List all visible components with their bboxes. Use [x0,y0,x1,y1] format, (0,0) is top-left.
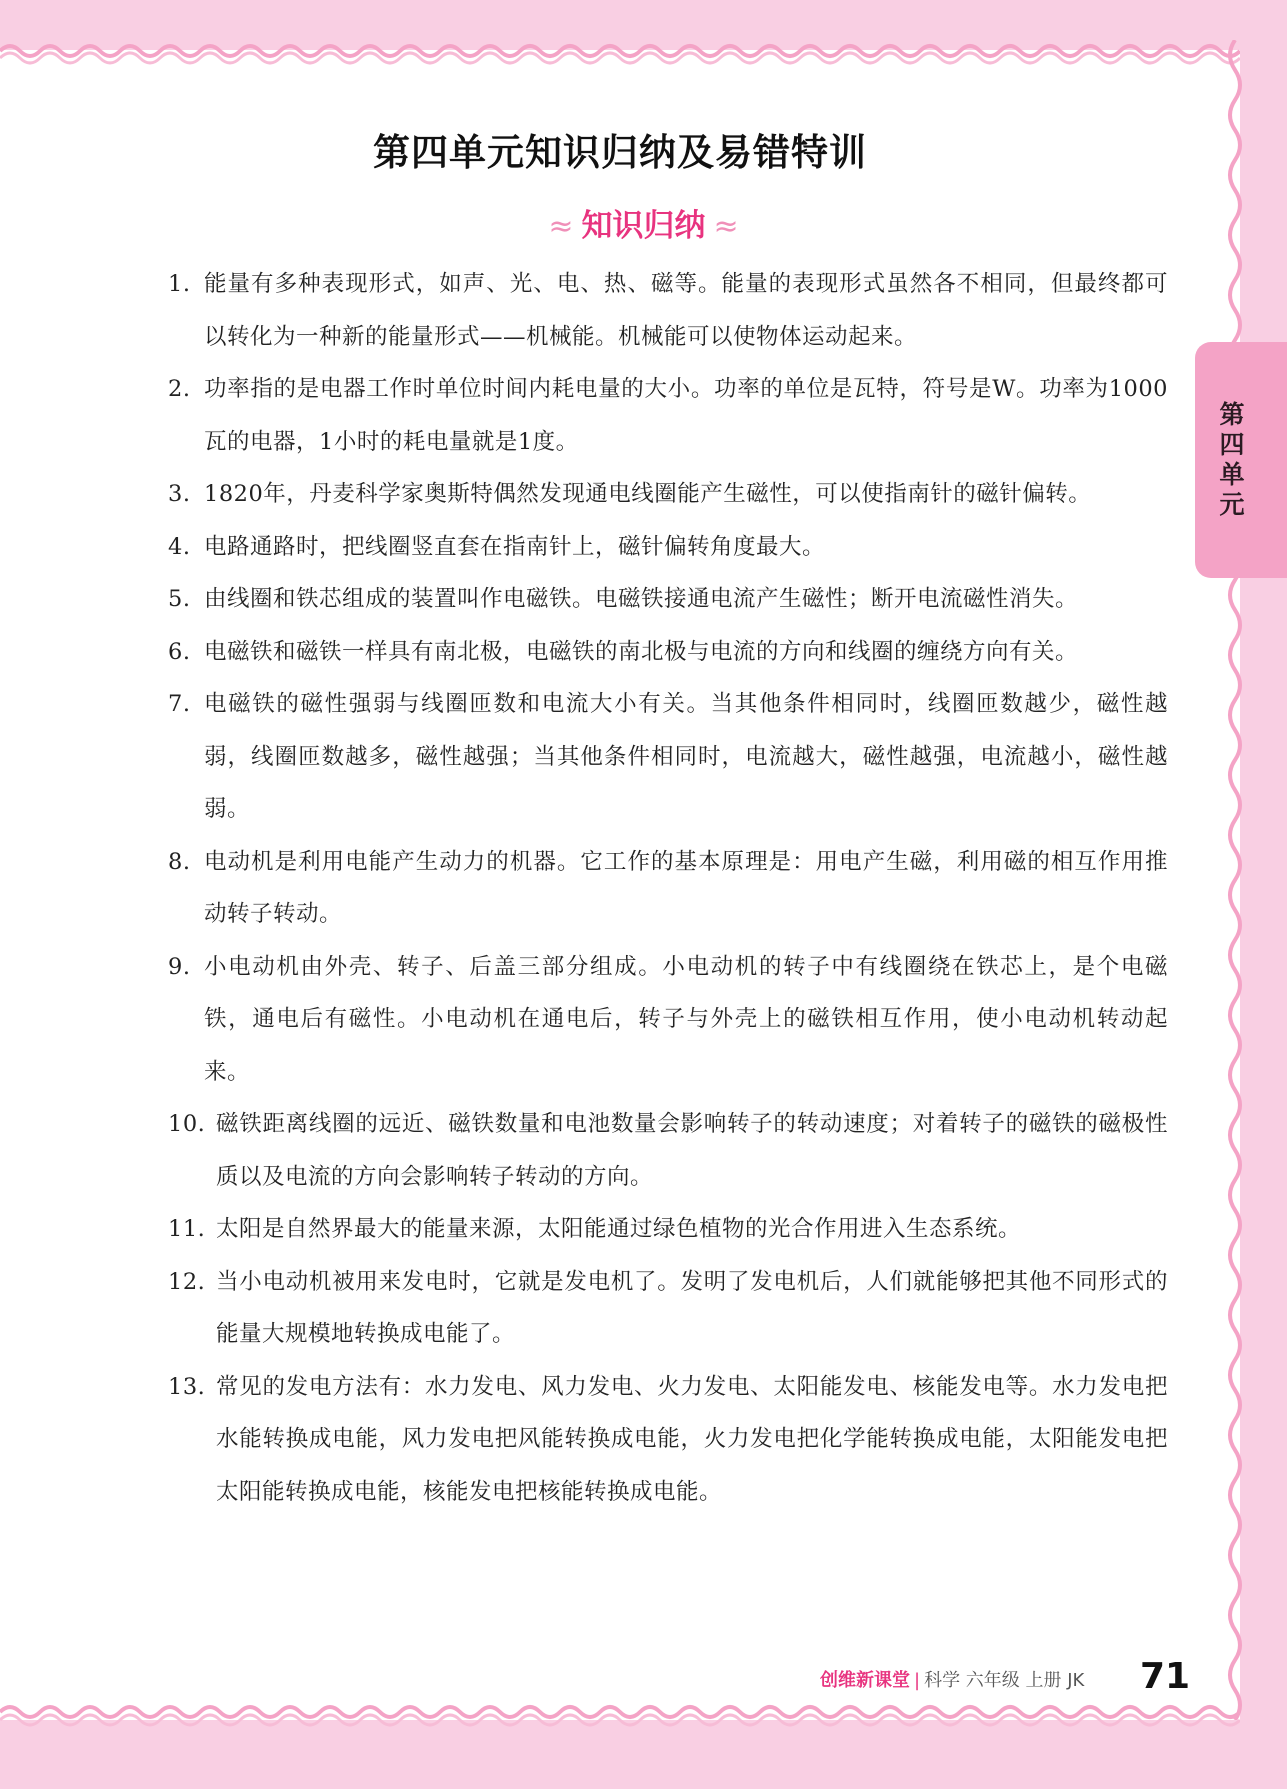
item-text: 功率指的是电器工作时单位时间内耗电量的大小。功率的单位是瓦特，符号是W。功率为1000瓦的电器，1小时的耗电量就是1度。 [204,376,1168,455]
page-title: 第四单元知识归纳及易错特训 [373,131,867,174]
item-number: 10. [168,1111,206,1137]
item-text: 太阳是自然界最大的能量来源，太阳能通过绿色植物的光合作用进入生态系统。 [216,1216,1022,1242]
footer-brand: 创维新课堂 [820,1670,910,1691]
item-text: 当小电动机被用来发电时，它就是发电机了。发明了发电机后，人们就能够把其他不同形式的能量大规模地转换成电能了。 [216,1268,1168,1347]
list-item [168,363,1168,468]
list-item [168,836,1168,941]
item-number: 11. [168,1216,206,1242]
list-item [168,1203,1168,1256]
item-number: 5. [168,586,191,612]
item-text: 小电动机由外壳、转子、后盖三部分组成。小电动机的转子中有线圈绕在铁芯上，是个电磁铁，通电后有磁性。小电动机在通电后，转子与外壳上的磁铁相互作用，使小电动机转动起来。 [204,953,1168,1085]
item-number: 13. [168,1373,206,1400]
list-item [168,1361,1168,1519]
footer-separator: | [914,1670,921,1691]
list-item [168,573,1168,626]
section-heading [0,200,1287,245]
list-item [168,626,1168,679]
item-text: 电路通路时，把线圈竖直套在指南针上，磁针偏转角度最大。 [204,533,826,560]
list-item [168,258,1168,363]
item-number: 8. [168,848,191,875]
item-number: 1. [168,271,191,297]
item-text: 1820年，丹麦科学家奥斯特偶然发现通电线圈能产生磁性，可以使指南针的磁针偏转。 [204,481,1092,507]
list-item [168,521,1168,574]
item-number: 3. [168,481,191,507]
list-item [168,468,1168,521]
wave-deco-left-icon: ≈ [548,209,574,244]
item-text: 由线圈和铁芯组成的装置叫作电磁铁。电磁铁接通电流产生磁性；断开电流磁性消失。 [204,586,1079,612]
footer-book-info: 科学 六年级 上册 JK [924,1670,1085,1691]
list-item [168,1098,1168,1203]
unit-side-tab-label: 第 四 单 元 [1219,400,1245,519]
item-number: 6. [168,638,191,665]
page-footer [820,1666,1084,1692]
list-item [168,1256,1168,1361]
item-text: 电磁铁的磁性强弱与线圈匝数和电流大小有关。当其他条件相同时，线圈匝数越少，磁性越弱，线圈匝数越多，磁性越强；当其他条件相同时，电流越大，磁性越强，电流越小，磁性越弱。 [204,691,1168,822]
list-item [168,678,1168,836]
item-number: 2. [168,376,191,402]
item-text: 能量有多种表现形式，如声、光、电、热、磁等。能量的表现形式虽然各不相同，但最终都可以转化为一种新的能量形式——机械能。机械能可以使物体运动起来。 [204,271,1168,350]
knowledge-list [168,258,1168,1518]
item-text: 电动机是利用电能产生动力的机器。它工作的基本原理是：用电产生磁，利用磁的相互作用推动转子转动。 [204,848,1168,927]
right-wave-border [1220,40,1250,1720]
item-text: 电磁铁和磁铁一样具有南北极，电磁铁的南北极与电流的方向和线圈的缠绕方向有关。 [204,638,1079,665]
item-number: 12. [168,1268,206,1295]
page-number: 71 [1140,1656,1191,1697]
item-number: 7. [168,691,191,717]
item-text: 常见的发电方法有：水力发电、风力发电、火力发电、太阳能发电、核能发电等。水力发电把水能转换成电能，风力发电把风能转换成电能，火力发电把化学能转换成电能，太阳能发电把太阳能转换成电能，核能发电把核能转换成电能。 [216,1373,1168,1505]
item-number: 4. [168,533,191,560]
item-number: 9. [168,953,191,980]
wave-deco-right-icon: ≈ [713,209,739,244]
item-text: 磁铁距离线圈的远近、磁铁数量和电池数量会影响转子的转动速度；对着转子的磁铁的磁极性质以及电流的方向会影响转子转动的方向。 [216,1111,1168,1190]
section-heading-text: 知识归纳 [581,208,706,244]
list-item [168,941,1168,1099]
